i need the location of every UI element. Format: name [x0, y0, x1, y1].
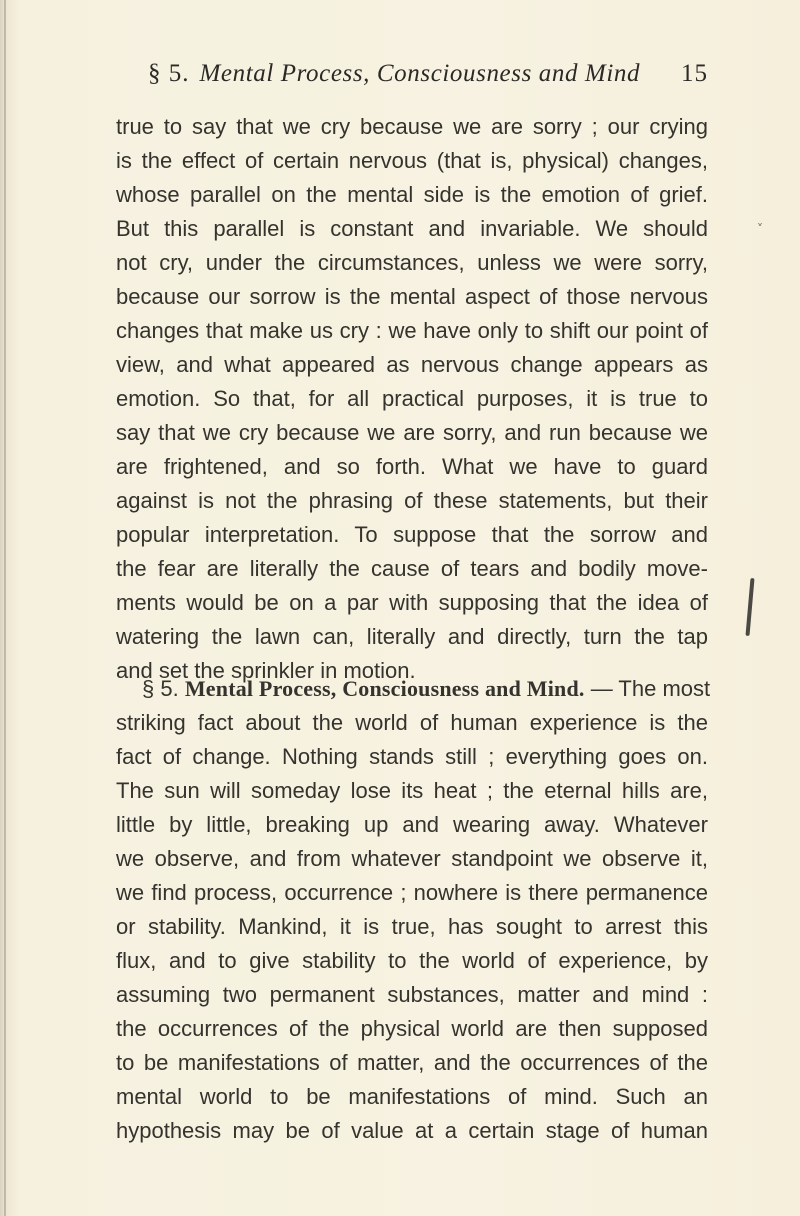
text-line: assuming two permanent substances, matter and mind :: [116, 982, 708, 1007]
margin-pencil-mark: [745, 578, 754, 636]
text-line: hypothesis may be of value at a certain stage of human: [116, 1118, 708, 1143]
text-line: flux, and to give stability to the world of experience, by: [116, 948, 708, 973]
text-line: or stability. Mankind, it is true, has sought to arrest this: [116, 914, 708, 939]
page-number: 15: [681, 60, 708, 87]
text-line: the occurrences of the physical world are then supposed: [116, 1016, 708, 1041]
text-line: view, and what appeared as nervous change appears as: [116, 352, 708, 377]
heading-line-rest: — The most: [590, 676, 711, 701]
section-heading-line: [116, 672, 711, 706]
running-head-title: Mental Process, Consciousness and Mind: [199, 60, 641, 87]
text-line: we find process, occurrence ; nowhere is there permanence: [116, 880, 708, 905]
text-line: we observe, and from whatever standpoint we observe it,: [116, 846, 708, 871]
margin-check-mark: ˅: [757, 222, 763, 236]
paragraph-1: [116, 110, 708, 688]
text-line: say that we cry because we are sorry, and run because we: [116, 420, 708, 445]
running-head-section: § 5.: [148, 60, 190, 87]
text-line: popular interpretation. To suppose that the sorrow and: [116, 522, 708, 547]
text-line: little by little, breaking up and wearing away. Whatever: [116, 812, 708, 837]
text-line: emotion. So that, for all practical purposes, it is true to: [116, 386, 708, 411]
text-line: The sun will someday lose its heat ; the eternal hills are,: [116, 778, 708, 803]
text-line: against is not the phrasing of these statements, but their: [116, 488, 708, 513]
text-line: changes that make us cry : we have only to shift our point of: [116, 318, 708, 343]
text-line: striking fact about the world of human experience is the: [116, 710, 708, 735]
text-line: true to say that we cry because we are sorry ; our crying: [116, 114, 708, 139]
section-mark: § 5.: [142, 676, 179, 701]
binding-gutter: [4, 0, 6, 1216]
running-head: [148, 58, 708, 90]
section-heading: Mental Process, Consciousness and Mind.: [184, 676, 585, 701]
text-line: not cry, under the circumstances, unless we were sorry,: [116, 250, 708, 275]
text-line: fact of change. Nothing stands still ; everything goes on.: [116, 744, 708, 769]
paragraph-2: [116, 672, 711, 1148]
text-line: ments would be on a par with supposing that the idea of: [116, 590, 708, 615]
text-line: because our sorrow is the mental aspect of those nervous: [116, 284, 708, 309]
text-line: watering the lawn can, literally and directly, turn the tap: [116, 624, 708, 649]
text-line: mental world to be manifestations of mind. Such an: [116, 1084, 708, 1109]
text-line: the fear are literally the cause of tears and bodily move-: [116, 556, 708, 581]
text-line: and set the sprinkler in motion.: [116, 658, 416, 683]
text-line: to be manifestations of matter, and the occurrences of the: [116, 1050, 708, 1075]
text-line: But this parallel is constant and invariable. We should: [116, 216, 708, 241]
text-line: whose parallel on the mental side is the emotion of grief.: [116, 182, 708, 207]
text-line: are frightened, and so forth. What we have to guard: [116, 454, 708, 479]
text-line: is the effect of certain nervous (that is, physical) changes,: [116, 148, 708, 173]
